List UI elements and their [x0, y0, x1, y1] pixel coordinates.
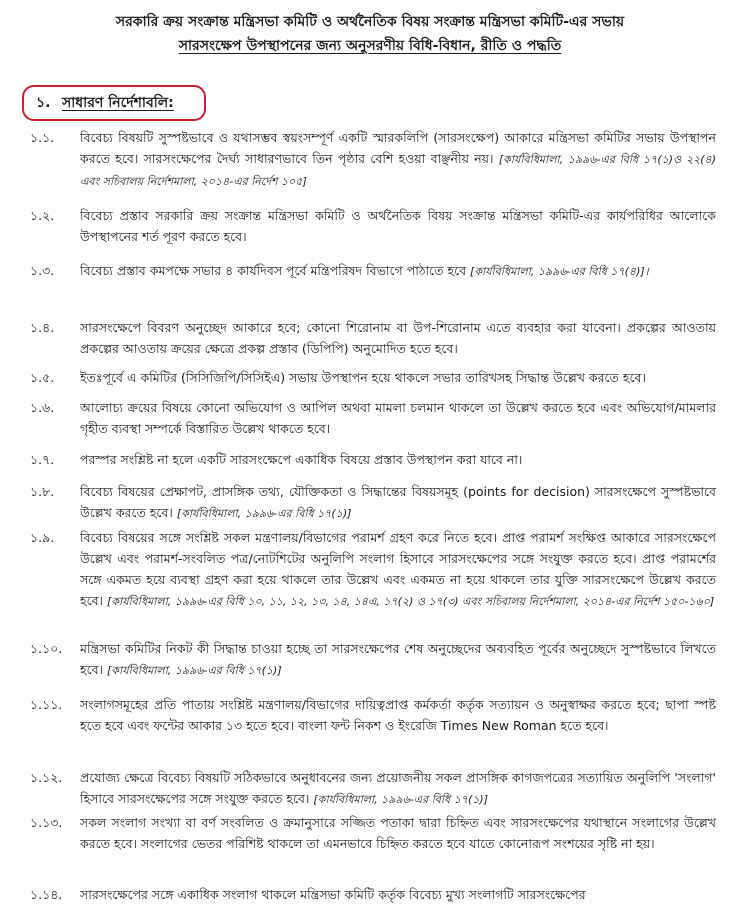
item-body: পরস্পর সংশ্লিষ্ট না হলে একটি সারসংক্ষেপে একাধিক বিষয়ে প্রস্তাব উপস্থাপন করা যাবে না।: [80, 452, 523, 467]
item-number: ১.৬.: [30, 400, 55, 415]
document-title: [0, 10, 740, 58]
item-body: সকল সংলাগ সংখ্যা বা বর্ণ সংবলিত ও ক্রমানুসারে সজ্জিত পতাকা দ্বারা চিহ্নিত এবং সারসংক্ষেপের যথাস্থানে সংলাগের উল্লেখ করতে হবে। সংলাগের ভেতর পরিশিষ্ট থাকলে তা এমনভাবে চিহ্নিত করতে হবে যাতে কোনোরূপ সংশয়ের সৃষ্টি না হয়।: [80, 815, 716, 851]
item-text: [80, 205, 716, 247]
item-text: [80, 694, 716, 736]
item-number: ১.১২.: [30, 770, 63, 785]
item-number: ১.১.: [30, 130, 55, 145]
item-body: বিবেচ্য বিষয়ের প্রেক্ষাপট, প্রাসঙ্গিক তথ্য, যৌক্তিকতা ও সিদ্ধান্তের বিষয়সমূহ (points for decision) সারসংক্ষেপে সুস্পষ্টভাবে উল্লেখ করতে হবে।: [80, 484, 716, 520]
item-text: [80, 449, 716, 470]
item-number: ১.৪.: [30, 320, 55, 335]
item-body: সারসংক্ষেপে বিবরণ অনুচ্ছেদ আকারে হবে; কোনো শিরোনাম বা উপ-শিরোনাম এতে ব্যবহার করা যাবেনা। প্রকল্পের আওতায় প্রকল্পের আওতায় ক্রয়ের ক্ষেত্রে প্রকল্প প্রস্তাব (ডিপিপি) অনুমোদিত হতে হবে।: [80, 320, 716, 356]
item-number: ১.১১.: [30, 697, 63, 712]
item-number: ১.১৩.: [30, 815, 63, 830]
item-text: [80, 127, 716, 192]
item-body: সারসংক্ষেপের সঙ্গে একাধিক সংলাগ থাকলে মন্ত্রিসভা কমিটি কর্তৃক বিবেচ্য মুখ্য সংলাগটি সারসংক্ষেপের: [80, 887, 586, 902]
item-text: [80, 812, 716, 854]
item-text: [80, 527, 716, 612]
item-number: ১.১৪.: [30, 887, 63, 902]
item-number: ১.৩.: [30, 263, 55, 278]
item-text: [80, 260, 716, 282]
item-reference: [কার্যবিধিমালা, ১৯৯৬-এর বিধি ১৭(১)]: [107, 664, 282, 677]
item-text: [80, 317, 716, 359]
item-text: [80, 367, 716, 388]
item-body: ইতঃপূর্বে এ কমিটির (সিসিজিপি/সিসিইএ) সভায় উপস্থাপন হয়ে থাকলে সভার তারিখসহ সিদ্ধান্ত উল্লেখ করতে হবে।: [80, 370, 646, 385]
item-number: ১.২.: [30, 208, 55, 223]
item-body: প্রযোজ্য ক্ষেত্রে বিবেচ্য বিষয়টি সঠিকভাবে অনুধাবনের জন্য প্রয়োজনীয় সকল প্রাসঙ্গিক কাগজপত্রের সত্যায়িত অনুলিপি 'সংলাগ' হিসাবে সারসংক্ষেপের সঙ্গে সংযুক্ত করতে হবে।: [80, 770, 716, 806]
item-reference: [কার্যবিধিমালা, ১৯৯৬-এর বিধি ১৭(১)]: [313, 793, 488, 806]
item-reference: [কার্যবিধিমালা, ১৯৯৬-এর বিধি ১০, ১১, ১২, ১৩, ১৪, ১৪এ, ১৭(২) ও ১৭(৩) এবং সচিবালয় নির্দেশমালা, ২০১৪-এর নির্দেশ ১৫০-১৬০]: [107, 595, 715, 608]
item-body: বিবেচ্য বিষয়ের সঙ্গে সংশ্লিষ্ট সকল মন্ত্রণালয়/বিভাগের পরামর্শ গ্রহণ করে নিতে হবে। প্রাপ্ত পরামর্শ সংক্ষিপ্ত আকারে সারসংক্ষেপে উল্লেখ এবং পরামর্শ-সংবলিত পত্র/নোটশিটের অনুলিপি সংলাগ হিসাবে সারসংক্ষেপের সঙ্গে সংযুক্ত করতে হবে। প্রাপ্ত পরামর্শের সঙ্গে একমত হয়ে ব্যবস্থা গ্রহণ করা হয়ে থাকলে তার উল্লেখ এবং একমত না হয়ে থাকলে তার যুক্তি সারসংক্ষেপে উল্লেখ করতে হবে।: [80, 530, 716, 608]
item-number: ১.৭.: [30, 452, 55, 467]
item-number: ১.৯.: [30, 530, 55, 545]
item-number: ১.১০.: [30, 641, 63, 656]
item-number: ১.৮.: [30, 484, 55, 499]
item-body: বিবেচ্য প্রস্তাব কমপক্ষে সভার ৪ কার্যদিবস পূর্বে মন্ত্রিপরিষদ বিভাগে পাঠাতে হবে: [80, 263, 467, 278]
item-reference: [কার্যবিধিমালা, ১৯৯৬-এর বিধি ১৭(১)ও ২২(৪) এবং সচিবালয় নির্দেশমালা, ২০১৪-এর নির্দেশ ১০৫]: [80, 153, 716, 188]
item-text: [80, 481, 716, 524]
section-number: ১.: [36, 95, 51, 111]
title-line-2: সারসংক্ষেপ উপস্থাপনের জন্য অনুসরণীয় বিধি-বিধান, রীতি ও পদ্ধতি: [178, 38, 562, 54]
item-body: বিবেচ্য প্রস্তাব সরকারি ক্রয় সংক্রান্ত মন্ত্রিসভা কমিটি ও অর্থনৈতিক বিষয় সংক্রান্ত মন্ত্রিসভা কমিটি-এর কার্যপরিধির আলোকে উপস্থাপনের শর্ত পূরণ করতে হবে।: [80, 208, 716, 244]
item-number: ১.৫.: [30, 370, 55, 385]
item-text: [80, 767, 716, 810]
section-title: সাধারণ নির্দেশাবলি:: [62, 95, 174, 111]
item-text: [80, 397, 716, 439]
title-line-1: সরকারি ক্রয় সংক্রান্ত মন্ত্রিসভা কমিটি ও অর্থনৈতিক বিষয় সংক্রান্ত মন্ত্রিসভা কমিটি-এর সভায়: [115, 14, 625, 30]
item-body: বিবেচ্য বিষয়টি সুস্পষ্টভাবে ও যথাসম্ভব স্বয়ংসম্পূর্ণ একটি স্মারকলিপি (সারসংক্ষেপ) আকারে মন্ত্রিসভা কমিটির সভায় উপস্থাপন করতে হবে। সারসংক্ষেপের দৈর্ঘ্য সাধারণভাবে তিন পৃষ্ঠার বেশি হওয়া বাঞ্ছনীয় নয়।: [80, 130, 716, 166]
item-reference: [কার্যবিধিমালা, ১৯৯৬-এর বিধি ১৭(৪)]।: [470, 265, 649, 278]
item-body: মন্ত্রিসভা কমিটির নিকট কী সিদ্ধান্ত চাওয়া হচ্ছে তা সারসংক্ষেপের শেষ অনুচ্ছেদের অব্যবহিত পূর্বের অনুচ্ছেদে সুস্পষ্টভাবে লিখতে হবে।: [80, 641, 716, 677]
item-reference: [কার্যবিধিমালা, ১৯৯৬-এর বিধি ১৭(১)]: [176, 507, 352, 520]
item-text: [80, 638, 716, 681]
item-body: আলোচ্য ক্রয়ের বিষয়ে কোনো অভিযোগ ও আপিল অথবা মামলা চলমান থাকলে তা উল্লেখ করতে হবে এবং অভিযোগ/মামলার গৃহীত ব্যবস্থা সম্পর্কে বিস্তারিত উল্লেখ থাকতে হবে।: [80, 400, 716, 436]
item-body: সংলাগসমূহের প্রতি পাতায় সংশ্লিষ্ট মন্ত্রণালয়/বিভাগের দায়িত্বপ্রাপ্ত কর্মকর্তা কর্তৃক সত্যায়ন ও অনুস্বাক্ষর করতে হবে; ছাপা স্পষ্ট হতে হবে এবং ফন্টের আকার ১৩ হতে হবে। বাংলা ফন্ট নিকশ ও ইংরেজি Times New Roman হতে হবে।: [80, 697, 716, 733]
item-text: [80, 884, 716, 905]
